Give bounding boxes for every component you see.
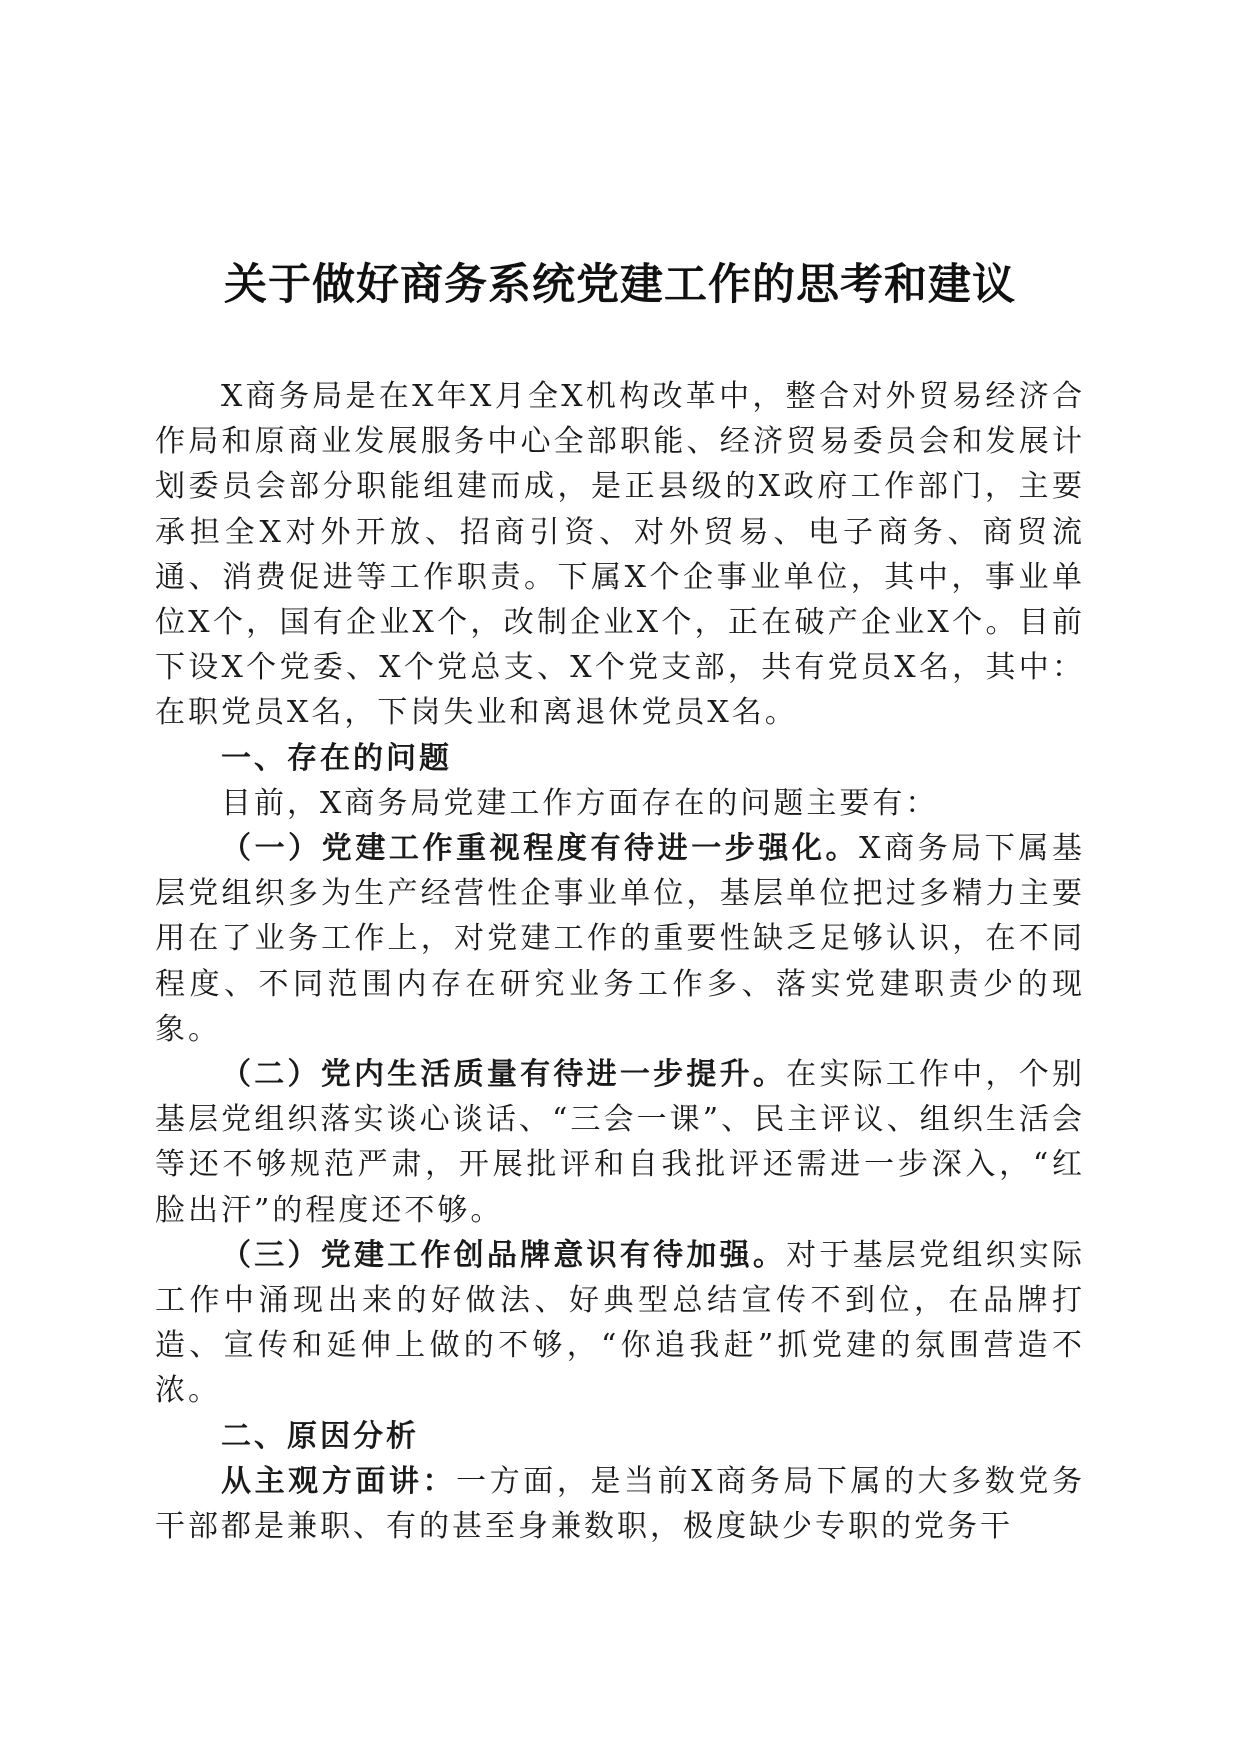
problem-item-3 bbox=[155, 1233, 1085, 1414]
intro-paragraph: X商务局是在X年X月全X机构改革中，整合对外贸易经济合作局和原商业发展服务中心全部职能、经济贸易委员会和发展计划委员会部分职能组建而成，是正县级的X政府工作部门，主要承担全X对外开放、招商引资、对外贸易、电子商务、商贸流通、消费促进等工作职责。下属X个企事业单位，其中，事业单位X个，国有企业X个，改制企业X个，正在破产企业X个。目前下设X个党委、X个党总支、X个党支部，共有党员X名，其中：在职党员X名，下岗失业和离退休党员X名。 bbox=[155, 379, 1085, 731]
cause-item-subjective-lead: 从主观方面讲： bbox=[221, 1463, 457, 1499]
problem-item-2 bbox=[155, 1052, 1085, 1233]
problem-item-3-lead: （三）党建工作创品牌意识有待加强。 bbox=[221, 1237, 787, 1273]
cause-item-subjective-text: 一方面，是当前X商务局下属的大多数党务干部都是兼职、有的甚至身兼数职，极度缺少专职的党务干 bbox=[155, 1463, 1086, 1545]
section-heading-causes: 二、原因分析 bbox=[221, 1418, 419, 1454]
document-title: 关于做好商务系统党建工作的思考和建议 bbox=[224, 260, 1016, 310]
problem-item-3-text: 对于基层党组织实际工作中涌现出来的好做法、好典型总结宣传不到位，在品牌打造、宣传和延伸上做的不够，“你追我赶”抓党建的氛围营造不浓。 bbox=[155, 1237, 1086, 1409]
section-heading-problems: 一、存在的问题 bbox=[221, 740, 452, 776]
problems-lead-in: 目前，X商务局党建工作方面存在的问题主要有： bbox=[221, 785, 939, 821]
problem-item-2-lead: （二）党内生活质量有待进一步提升。 bbox=[221, 1057, 787, 1093]
problem-item-1-lead: （一）党建工作重视程度有待进一步强化。 bbox=[221, 831, 860, 867]
problem-item-1 bbox=[155, 826, 1085, 1052]
problem-item-2-text: 在实际工作中，个别基层党组织落实谈心谈话、“三会一课”、民主评议、组织生活会等还不够规范严肃，开展批评和自我批评还需进一步深入，“红脸出汗”的程度还不够。 bbox=[155, 1057, 1086, 1228]
cause-item-subjective bbox=[155, 1459, 1085, 1549]
problem-item-1-text: X商务局下属基层党组织多为生产经营性企事业单位，基层单位把过多精力主要用在了业务工作上，对党建工作的重要性缺乏足够认识，在不同程度、不同范围内存在研究业务工作多、落实党建职责少的现象。 bbox=[155, 831, 1086, 1047]
document-body bbox=[155, 374, 1085, 1549]
